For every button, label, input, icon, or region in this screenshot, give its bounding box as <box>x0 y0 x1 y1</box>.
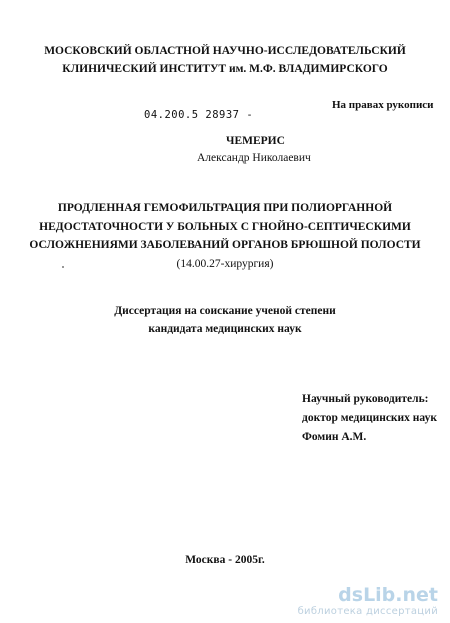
watermark-logo: dsLib.net <box>338 584 438 606</box>
thesis-title-line-1: ПРОДЛЕННАЯ ГЕМОФИЛЬТРАЦИЯ ПРИ ПОЛИОРГАННОЙ <box>57 202 393 214</box>
author-given-names: Александр Николаевич <box>197 152 311 164</box>
dslib-watermark <box>298 585 438 618</box>
thesis-title-line-3: ОСЛОЖНЕНИЯМИ ЗАБОЛЕВАНИЙ ОРГАНОВ БРЮШНОЙ ПОЛОСТИ <box>29 239 421 251</box>
manuscript-rights-note: На правах рукописи <box>332 99 434 111</box>
scan-speck <box>62 266 64 268</box>
institute-name-line-2: КЛИНИЧЕСКИЙ ИНСТИТУТ им. М.Ф. ВЛАДИМИРСКОГО <box>62 63 388 75</box>
institute-name-line-1: МОСКОВСКИЙ ОБЛАСТНОЙ НАУЧНО-ИССЛЕДОВАТЕЛЬСКИЙ <box>44 45 406 57</box>
thesis-title-line-2: НЕДОСТАТОЧНОСТИ У БОЛЬНЫХ С ГНОЙНО-СЕПТИЧЕСКИМИ <box>39 221 411 233</box>
registration-stamp: 04.200.5 28937 - <box>144 109 254 121</box>
dissertation-degree-line-2: кандидата медицинских наук <box>148 323 302 335</box>
supervisor-name: Фомин А.М. <box>302 431 367 443</box>
place-and-year: Москва - 2005г. <box>185 554 265 566</box>
dissertation-degree-line-1: Диссертация на соискание ученой степени <box>114 305 336 317</box>
author-surname: ЧЕМЕРИС <box>226 135 285 147</box>
specialty-code: (14.00.27-хирургия) <box>176 258 274 270</box>
supervisor-label: Научный руководитель: <box>302 393 429 405</box>
supervisor-degree: доктор медицинских наук <box>302 412 437 424</box>
watermark-tagline: библиотека диссертаций <box>297 606 438 617</box>
